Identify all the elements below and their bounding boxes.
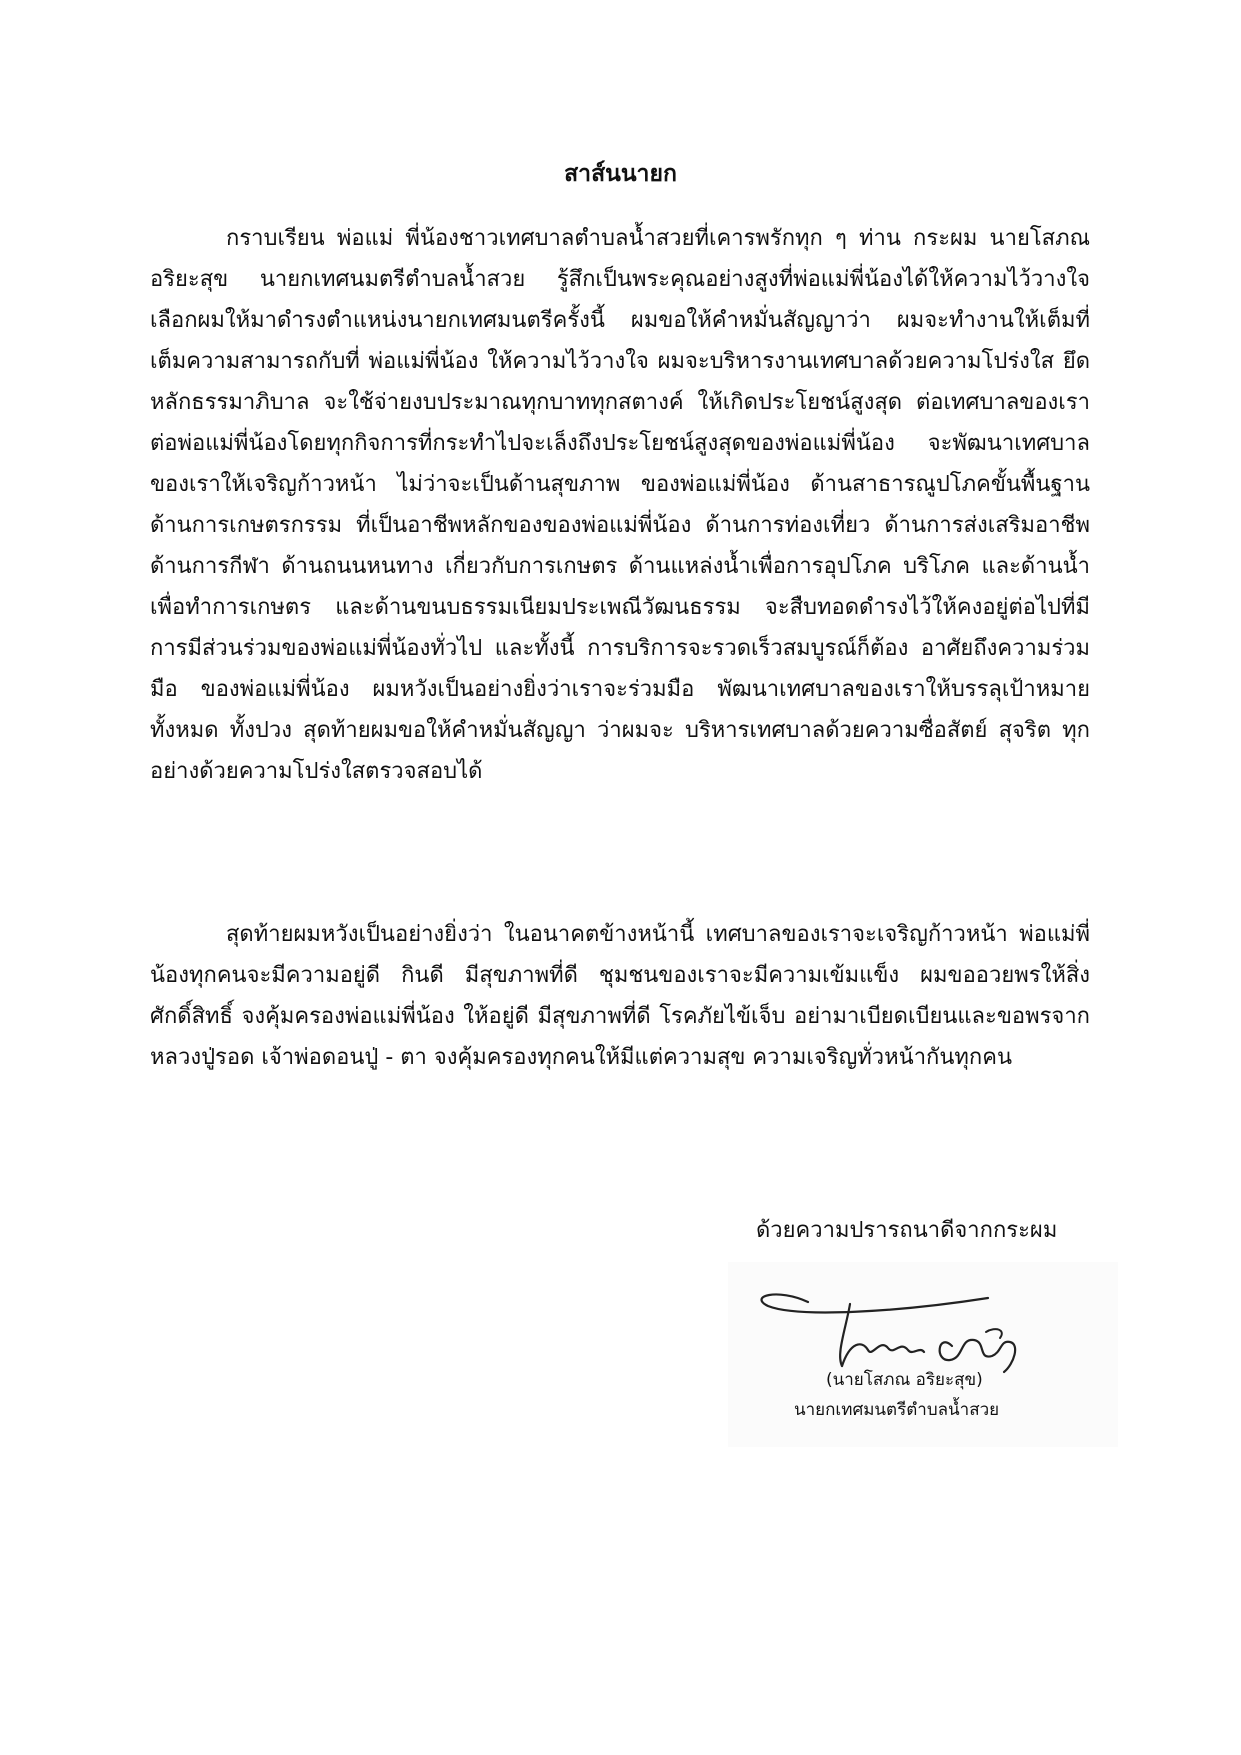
- document-title: สาส์นนายก: [564, 161, 677, 187]
- handwritten-signature: [738, 1268, 1038, 1378]
- signer-title: นายกเทศมนตรีตำบลน้ำสวย: [794, 1400, 1000, 1420]
- signer-name: (นายโสภณ อริยะสุข): [826, 1370, 983, 1390]
- paragraph-2: สุดท้ายผมหวังเป็นอย่างยิ่งว่า ในอนาคตข้างหน้านี้ เทศบาลของเราจะเจริญก้าวหน้า พ่อแม่พี่น้องทุกคนจะมีความอยู่ดี กินดี มีสุขภาพที่ดี ชุมชนของเราจะมีความเข้มแข็ง ผมขออวยพรให้สิ่งศักดิ์สิทธิ์ จงคุ้มครองพ่อแม่พี่น้อง ให้อยู่ดี มีสุขภาพที่ดี โรคภัยไข้เจ็บ อย่ามาเบียดเบียนและขอพรจาก หลวงปู่รอด เจ้าพ่อดอนปู่ - ตา จงคุ้มครองทุกคนให้มีแต่ความสุข ความเจริญทั่วหน้ากันทุกคน: [150, 922, 1090, 1070]
- signature-block: [728, 1262, 1118, 1447]
- closing-line: ด้วยความปรารถนาดีจากกระผม: [756, 1218, 1058, 1243]
- paragraph-1: กราบเรียน พ่อแม่ พี่น้องชาวเทศบาลตำบลน้ำสวยที่เคารพรักทุก ๆ ท่าน กระผม นายโสภณ อริยะสุข นายกเทศนมตรีตำบลน้ำสวย รู้สึกเป็นพระคุณอย่างสูงที่พ่อแม่พี่น้องได้ให้ความไว้วางใจ เลือกผมให้มาดำรงตำแหน่งนายกเทศมนตรีครั้งนี้ ผมขอให้คำหมั่นสัญญาว่า ผมจะทำงานให้เต็มที่ เต็มความสามารถกับที่ พ่อแม่พี่น้อง ให้ความไว้วางใจ ผมจะบริหารงานเทศบาลด้วยความโปร่งใส ยึดหลักธรรมาภิบาล จะใช้จ่ายงบประมาณทุกบาททุกสตางค์ ให้เกิดประโยชน์สูงสุด ต่อเทศบาลของเรา ต่อพ่อแม่พี่น้องโดยทุกกิจการที่กระทำไปจะเล็งถึงประโยชน์สูงสุดของพ่อแม่พี่น้อง จะพัฒนาเทศบาลของเราให้เจริญก้าวหน้า ไม่ว่าจะเป็นด้านสุขภาพ ของพ่อแม่พี่น้อง ด้านสาธารณูปโภคขั้นพื้นฐาน ด้านการเกษตรกรรม ที่เป็นอาชีพหลักของของพ่อแม่พี่น้อง ด้านการท่องเที่ยว ด้านการส่งเสริมอาชีพ ด้านการกีฬา ด้านถนนหนทาง เกี่ยวกับการเกษตร ด้านแหล่งน้ำเพื่อการอุปโภค บริโภค และด้านน้ำเพื่อทำการเกษตร และด้านขนบธรรมเนียมประเพณีวัฒนธรรม จะสืบทอดดำรงไว้ให้คงอยู่ต่อไปที่มีการมีส่วนร่วมของพ่อแม่พี่น้องทั่วไป และทั้งนี้ การบริการจะรวดเร็วสมบูรณ์ก็ต้อง อาศัยถึงความร่วมมือ ของพ่อแม่พี่น้อง ผมหวังเป็นอย่างยิ่งว่าเราจะร่วมมือ พัฒนาเทศบาลของเราให้บรรลุเป้าหมาย ทั้งหมด ทั้งปวง สุดท้ายผมขอให้คำหมั่นสัญญา ว่าผมจะ บริหารเทศบาลด้วยความซื่อสัตย์ สุจริต ทุกอย่างด้วยความโปร่งใสตรวจสอบได้: [150, 226, 1090, 784]
